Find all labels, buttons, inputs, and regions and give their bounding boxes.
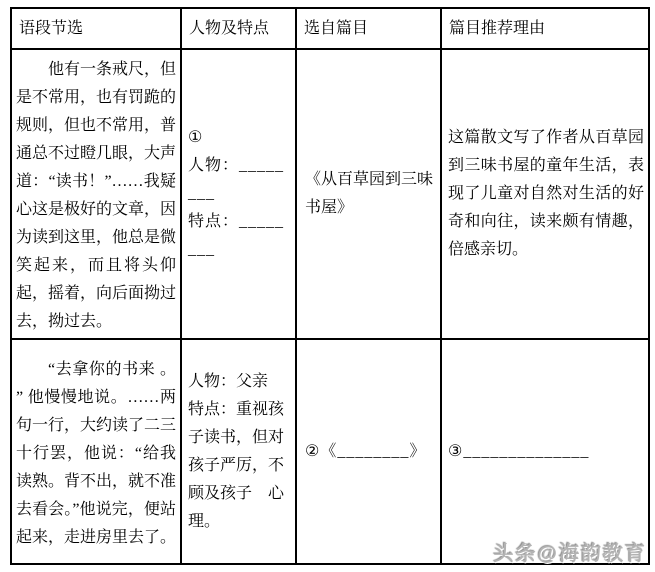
reason-cell-1: [441, 49, 649, 339]
col-header-source: 选自篇目: [296, 8, 441, 49]
col-header-reason: 篇目推荐理由: [441, 8, 649, 49]
col-header-character: 人物及特点: [181, 8, 296, 49]
character-trait-2: 特点：重视孩子读书，但对孩子严厉，不顾及孩子 心理。: [188, 400, 285, 530]
table-row: [11, 49, 649, 339]
character-trait-blank-1: 特点：________: [188, 213, 285, 258]
excerpt-text-1: 他有一条戒尺，但是不常用，也有罚跪的规则，但也不常用，普通总不过瞪几眼，大声道：“读书！”……我疑心这是极好的文章，因为读到这里，他总是微笑起来，而且将头仰起，摇着，向后面拗过去，拗过去。: [16, 61, 177, 330]
character-number-1: ①: [188, 129, 203, 146]
reason-cell-2: [441, 339, 649, 564]
source-title-1: 《从百草园到三味书屋》: [305, 171, 434, 216]
source-cell-1: [296, 49, 441, 339]
excerpt-cell-1: [11, 49, 181, 339]
table-row: [11, 339, 649, 564]
character-cell-1: [181, 49, 296, 339]
character-cell-2: [181, 339, 296, 564]
reading-excerpt-table: [10, 7, 650, 565]
reason-text-1: 这篇散文写了作者从百草园到三味书屋的童年生活，表现了儿童对自然对生活的好奇和向往，读来颇有情趣，倍感亲切。: [448, 129, 644, 258]
character-person-2: 人物：父亲: [188, 372, 269, 390]
reason-blank-2: ③______________: [448, 442, 590, 460]
excerpt-cell-2: [11, 339, 181, 564]
toutiao-watermark: 头条@海韵教育: [493, 543, 647, 565]
col-header-excerpt: 语段节选: [11, 8, 181, 49]
excerpt-text-2: “去拿你的书来 。 ” 他慢慢地说。……两句一行，大约读了二三十行罢，他说：“给我读熟。背不出，就不准去看会。”他说完，便站起来，走进房里去了。: [16, 360, 177, 546]
source-cell-2: [296, 339, 441, 564]
table-header-row: [11, 8, 649, 49]
source-blank-2: ②《________》: [305, 442, 427, 460]
character-person-blank-1: 人物：________: [188, 157, 285, 202]
